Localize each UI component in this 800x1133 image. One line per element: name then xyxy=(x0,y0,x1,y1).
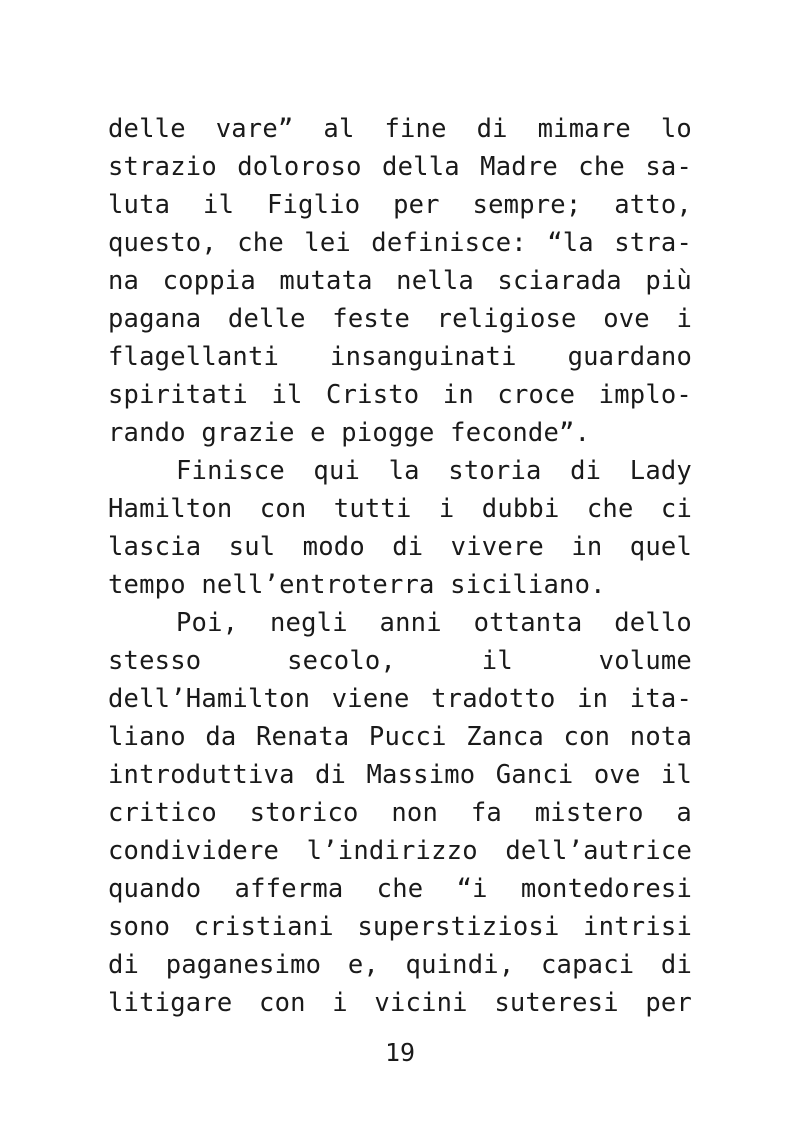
paragraph-start-line: Finisce qui la storia di Lady xyxy=(176,456,692,486)
page-number: 19 xyxy=(384,1038,416,1067)
text-line: questo, che lei definisce: “la stra- xyxy=(108,228,692,258)
text-line: lascia sul modo di vivere in quel xyxy=(108,532,692,562)
text-line: pagana delle feste religiose ove i xyxy=(108,304,692,334)
text-line: strazio doloroso della Madre che sa- xyxy=(108,152,692,182)
text-line: Hamilton con tutti i dubbi che ci xyxy=(108,494,692,524)
text-line: critico storico non fa mistero a xyxy=(108,798,692,828)
text-line: rando grazie e piogge feconde”. xyxy=(108,418,591,448)
text-line: condividere l’indirizzo dell’autrice xyxy=(108,836,692,866)
text-line: delle vare” al fine di mimare lo xyxy=(108,114,692,144)
text-line: quando afferma che “i montedoresi xyxy=(108,874,692,904)
text-line: introduttiva di Massimo Ganci ove il xyxy=(108,760,692,790)
text-line: na coppia mutata nella sciarada più xyxy=(108,266,692,296)
text-line: luta il Figlio per sempre; atto, xyxy=(108,190,692,220)
text-line: dell’Hamilton viene tradotto in ita- xyxy=(108,684,692,714)
text-line: stesso secolo, il volume xyxy=(108,646,692,676)
text-line: spiritati il Cristo in croce implo- xyxy=(108,380,692,410)
text-line: di paganesimo e, quindi, capaci di xyxy=(108,950,692,980)
body-text xyxy=(108,110,692,1022)
text-line: litigare con i vicini suteresi per xyxy=(108,988,692,1018)
text-line: liano da Renata Pucci Zanca con nota xyxy=(108,722,692,752)
text-line: flagellanti insanguinati guardano xyxy=(108,342,692,372)
text-line: sono cristiani superstiziosi intrisi xyxy=(108,912,692,942)
text-line: tempo nell’entroterra siciliano. xyxy=(108,570,606,600)
paragraph-start-line: Poi, negli anni ottanta dello xyxy=(176,608,692,638)
